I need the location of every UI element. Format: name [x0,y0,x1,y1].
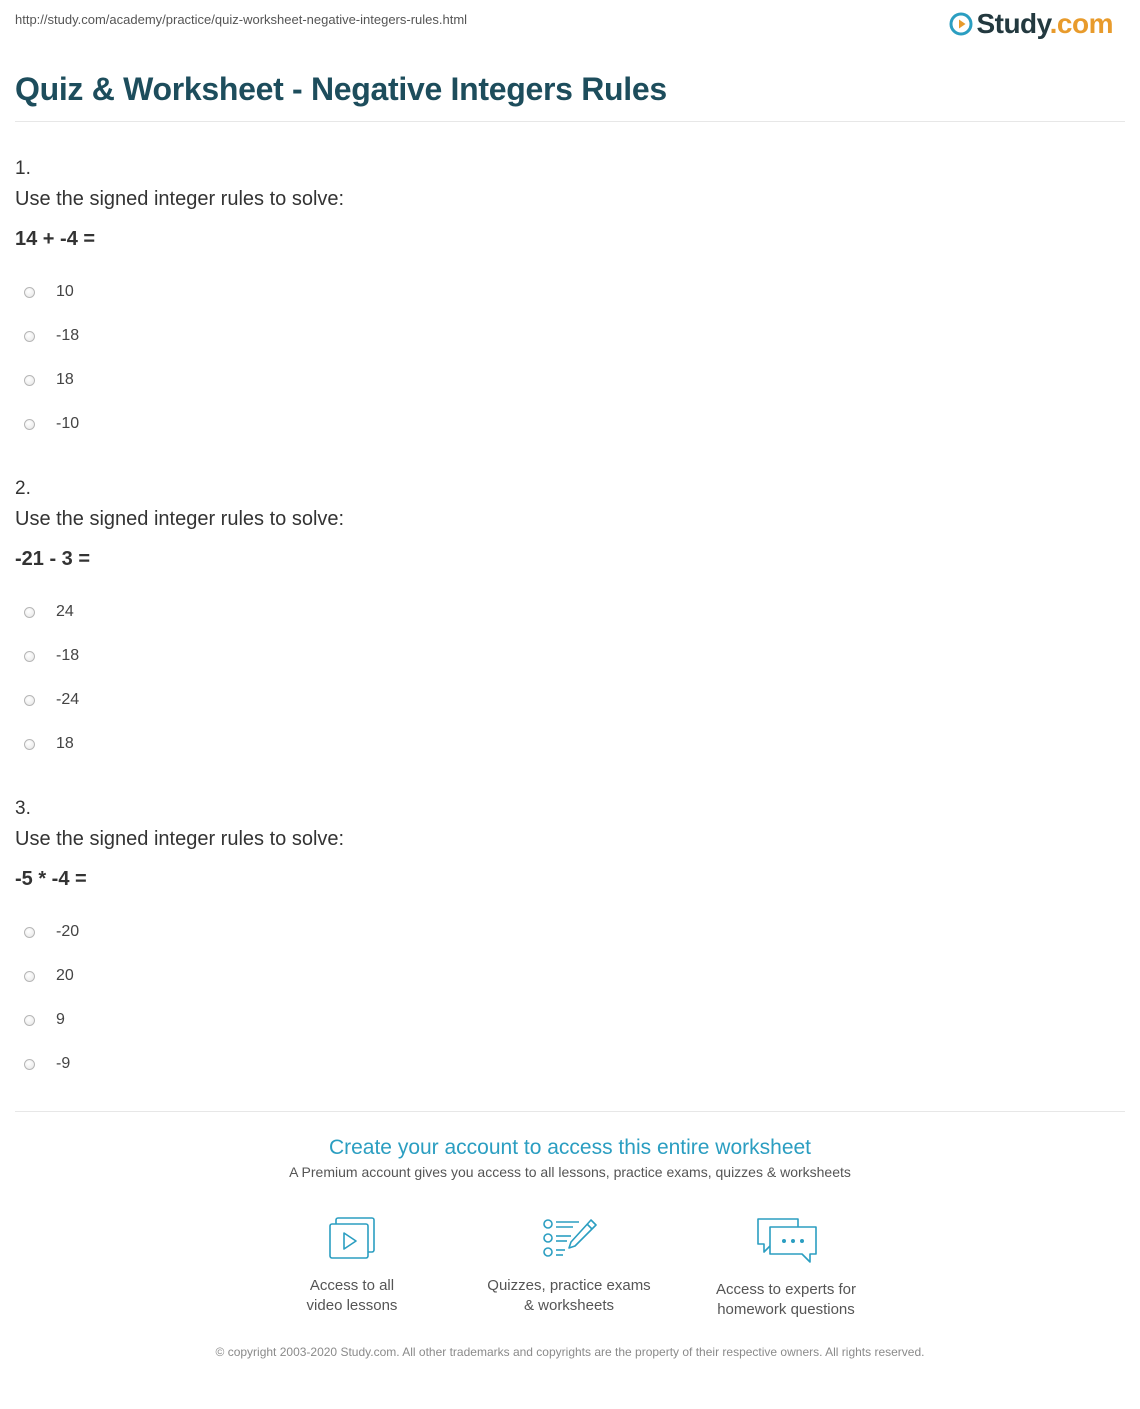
question-expression: -5 * -4 = [15,868,87,890]
option-label: -20 [56,923,80,940]
radio-button[interactable] [24,695,35,706]
create-account-link[interactable]: Create your account to access this entire worksheet [328,1136,812,1159]
question-2 [15,477,915,766]
answer-option[interactable] [15,954,915,998]
answer-option[interactable] [15,590,915,634]
radio-button[interactable] [24,375,35,386]
answer-options [15,910,915,1086]
option-label: 18 [56,371,74,388]
answer-option[interactable] [15,634,915,678]
option-label: 9 [56,1011,65,1028]
answer-options [15,590,915,766]
option-label: 24 [56,603,74,620]
section-divider [15,1111,1125,1112]
feature-quizzes [469,1216,669,1316]
play-circle-logo-icon [949,12,973,36]
option-label: -18 [56,647,80,664]
answer-option[interactable] [15,270,915,314]
option-label: 10 [56,283,74,300]
radio-button[interactable] [24,331,35,342]
question-expression: -21 - 3 = [15,548,91,570]
logo-wordmark: Study.com [976,8,1113,39]
question-3 [15,797,915,1086]
feature-label: Access to experts for homework questions [715,1281,857,1318]
radio-button[interactable] [24,607,35,618]
answer-option[interactable] [15,1042,915,1086]
question-1 [15,157,915,446]
chat-bubbles-icon [754,1216,818,1266]
top-bar [15,0,1125,52]
video-lesson-icon [327,1216,377,1262]
question-number: 2. [15,478,31,499]
option-label: -18 [56,327,80,344]
study-logo[interactable] [949,8,1113,40]
answer-option[interactable] [15,722,915,766]
radio-button[interactable] [24,287,35,298]
question-prompt: Use the signed integer rules to solve: [15,188,345,210]
feature-video-lessons [252,1216,452,1316]
title-divider [15,121,1125,122]
radio-button[interactable] [24,419,35,430]
cta-subtitle: A Premium account gives you access to all lessons, practice exams, quizzes & worksheets [289,1164,851,1180]
answer-option[interactable] [15,314,915,358]
answer-option[interactable] [15,402,915,446]
page-url: http://study.com/academy/practice/quiz-worksheet-negative-integers-rules.html [15,12,468,27]
question-expression: 14 + -4 = [15,228,96,250]
feature-label: Access to all video lessons [306,1277,398,1314]
answer-option[interactable] [15,910,915,954]
option-label: -10 [56,415,80,432]
question-number: 3. [15,798,31,819]
radio-button[interactable] [24,1059,35,1070]
radio-button[interactable] [24,651,35,662]
option-label: 20 [56,967,74,984]
option-label: -9 [56,1055,71,1072]
radio-button[interactable] [24,739,35,750]
option-label: -24 [56,691,80,708]
page-title: Quiz & Worksheet - Negative Integers Rules [15,71,667,107]
answer-option[interactable] [15,678,915,722]
feature-experts [686,1216,886,1320]
answer-options [15,270,915,446]
radio-button[interactable] [24,971,35,982]
radio-button[interactable] [24,1015,35,1026]
worksheet-page [15,0,1125,1359]
copyright-footer: © copyright 2003-2020 Study.com. All other trademarks and copyrights are the property of their respective owners. All rights reserved. [215,1345,925,1359]
feature-label: Quizzes, practice exams & worksheets [487,1277,651,1314]
answer-option[interactable] [15,998,915,1042]
radio-button[interactable] [24,927,35,938]
question-prompt: Use the signed integer rules to solve: [15,828,345,850]
answer-option[interactable] [15,358,915,402]
question-prompt: Use the signed integer rules to solve: [15,508,345,530]
quiz-checklist-icon [541,1216,597,1262]
option-label: 18 [56,735,74,752]
premium-cta [15,1134,1125,1180]
question-number: 1. [15,158,31,179]
